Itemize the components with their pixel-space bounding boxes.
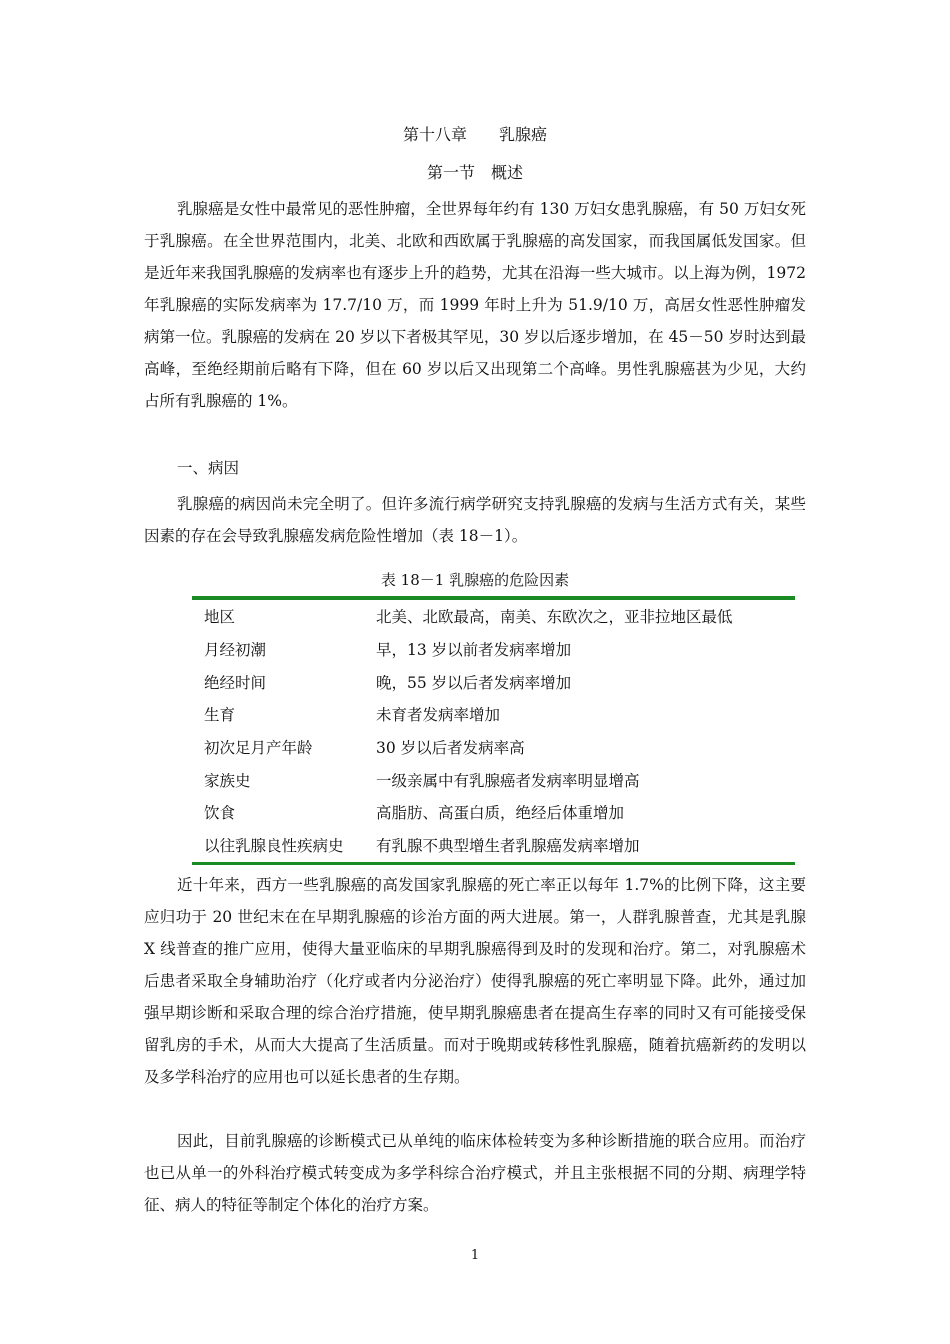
risk-factor-description: 有乳腺不典型增生者乳腺癌发病率增加 [376, 837, 640, 856]
risk-factor-description: 早，13 岁以前者发病率增加 [376, 641, 572, 660]
risk-factor-description: 30 岁以后者发病率高 [376, 739, 525, 758]
table-caption: 表 18－1 乳腺癌的危险因素 [380, 571, 570, 589]
table-row [192, 665, 795, 698]
table-row [192, 796, 795, 829]
page-number: 1 [470, 1248, 480, 1263]
risk-factor-name: 地区 [204, 608, 236, 627]
intro-paragraph: 乳腺癌是女性中最常见的恶性肿瘤，全世界每年约有 130 万妇女患乳腺癌，有 50 万妇女死于乳腺癌。在全世界范围内，北美、北欧和西欧属于乳腺癌的高发国家，而我国属低发国家。但是近年来我国乳腺癌的发病率也有逐步上升的趋势，尤其在沿海一些大城市。以上海为例，1972 年乳腺癌的实际发病率为 17.7/10 万，而 1999 年时上升为 51.9/10 万，高居女性恶性肿瘤发病第一位。乳腺癌的发病在 20 岁以下者极其罕见，30 岁以后逐步增加，在 45－50 岁时达到最高峰，至绝经期前后略有下降，但在 60 岁以后又出现第二个高峰。男性乳腺癌甚为少见，大约占所有乳腺癌的 1%。 [144, 200, 806, 410]
table-row [192, 698, 795, 731]
chapter-title: 第十八章 乳腺癌 [402, 125, 547, 144]
table-row [192, 600, 795, 633]
table-row [192, 633, 795, 666]
risk-factor-description: 北美、北欧最高，南美、东欧次之，亚非拉地区最低 [376, 608, 733, 627]
etiology-heading: 一、病因 [177, 459, 240, 477]
table-row [192, 763, 795, 796]
risk-factor-name: 以往乳腺良性疾病史 [204, 837, 344, 856]
table-row [192, 731, 795, 764]
risk-factor-name: 月经初潮 [204, 641, 267, 660]
risk-factor-description: 一级亲属中有乳腺癌者发病率明显增高 [376, 771, 640, 790]
risk-factor-description: 未育者发病率增加 [376, 706, 501, 725]
risk-factor-name: 饮食 [204, 804, 236, 823]
section-title: 第一节 概述 [426, 163, 523, 182]
table-row [192, 829, 795, 862]
conclusion-paragraph: 因此，目前乳腺癌的诊断模式已从单纯的临床体检转变为多种诊断措施的联合应用。而治疗也已从单一的外科治疗模式转变成为多学科综合治疗模式，并且主张根据不同的分期、病理学特征、病人的特征等制定个体化的治疗方案。 [144, 1132, 806, 1214]
etiology-paragraph: 乳腺癌的病因尚未完全明了。但许多流行病学研究支持乳腺癌的发病与生活方式有关，某些因素的存在会导致乳腺癌发病危险性增加（表 18－1）。 [144, 495, 806, 545]
risk-factor-name: 生育 [204, 706, 236, 725]
decade-paragraph: 近十年来，西方一些乳腺癌的高发国家乳腺癌的死亡率正以每年 1.7%的比例下降，这主要应归功于 20 世纪末在在早期乳腺癌的诊治方面的两大进展。第一，人群乳腺普查，尤其是乳腺 X 线普查的推广应用，使得大量亚临床的早期乳腺癌得到及时的发现和治疗。第二，对乳腺癌术后患者采取全身辅助治疗（化疗或者内分泌治疗）使得乳腺癌的死亡率明显下降。此外，通过加强早期诊断和采取合理的综合治疗措施，使早期乳腺癌患者在提高生存率的同时又有可能接受保留乳房的手术，从而大大提高了生活质量。而对于晚期或转移性乳腺癌，随着抗癌新药的发明以及多学科治疗的应用也可以延长患者的生存期。 [144, 876, 806, 1086]
risk-factor-table [192, 596, 795, 865]
risk-factor-name: 家族史 [204, 771, 251, 790]
risk-factor-name: 初次足月产年龄 [204, 739, 313, 758]
risk-factor-description: 晚，55 岁以后者发病率增加 [376, 673, 572, 692]
risk-factor-name: 绝经时间 [204, 673, 267, 692]
risk-factor-description: 高脂肪、高蛋白质，绝经后体重增加 [376, 804, 625, 823]
